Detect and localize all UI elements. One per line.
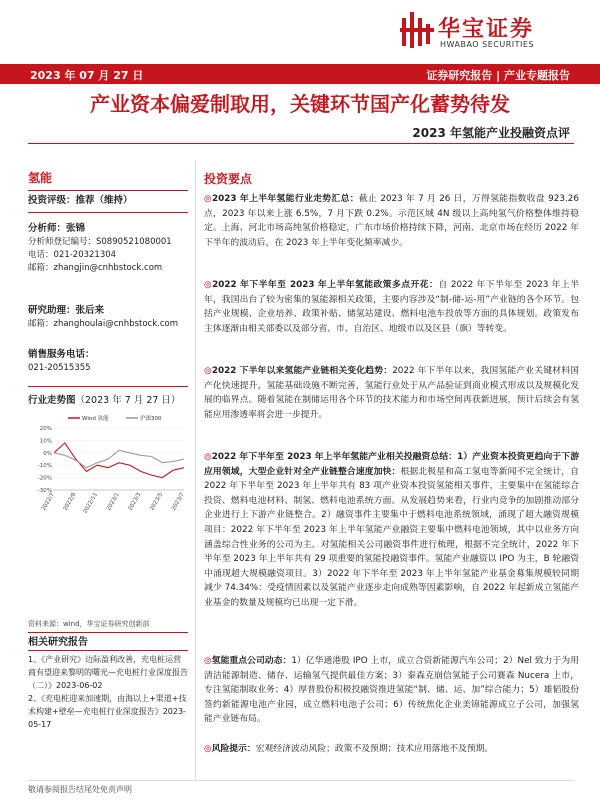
hwabao-logo-icon	[400, 10, 434, 50]
bullet-icon: ◎	[204, 452, 212, 462]
paragraph-lead: 2022 下半年以来氢能产业链相关变化趋势：	[211, 366, 393, 376]
highlight-paragraph	[204, 364, 579, 422]
paragraph-text: 2022 年下半年以来，我国氢能产业关键材料国产化快速提升，氢能基础设施不断完善，氢能行业处于从产品验证到商业模式形成以及规模化发展的临界点。随着氢能在制储运用各个环节的技术能力和市场空间再获新进展，预计后续会有氢能应用渗透率将会进一步提升。	[204, 366, 579, 420]
chart-date: （2023 年 7 月 27 日）	[75, 395, 181, 406]
y-tick-label: 0%	[43, 450, 52, 457]
sales-phone: 021-20515355	[28, 363, 91, 373]
report-title: 产业资本偏爱制取用，关键环节国产化蓄势待发	[90, 92, 510, 116]
chart-title	[28, 394, 180, 407]
paragraph-lead: 氢能重点公司动态：	[211, 656, 292, 666]
analyst-block	[28, 222, 188, 275]
sales-block	[28, 348, 188, 375]
analyst-name: 分析师：张锦	[28, 223, 86, 234]
y-tick-label: -20%	[37, 475, 52, 482]
paragraph-text: 宏观经济波动风险；政策不及预期；技术应用落地不及预期。	[255, 744, 494, 754]
bullet-icon: ◎	[204, 194, 213, 204]
footer-divider	[28, 780, 574, 781]
divider	[28, 632, 188, 633]
report-subtitle: 2023 年氢能产业投融资点评	[412, 126, 570, 140]
investment-highlights	[204, 170, 579, 754]
sector-name: 氢能	[28, 171, 53, 185]
bullet-icon: ◎	[204, 656, 212, 666]
x-tick-label: 2022/11	[82, 492, 100, 515]
investment-rating: 投资评级：推荐（维持）	[28, 195, 133, 206]
series-line-0	[54, 443, 184, 478]
assistant-email[interactable]: 邮箱：zhanghoulai@cnhbstock.com	[28, 319, 179, 329]
paragraph-text: 根据北极星和高工氢电等新闻不完全统计，自 2022 年下半年至 2023 年上半年共有 83 项产业资本投资氢能相关事件，主要集中在氢能综合投资、燃料电池材料、制氢、燃料电池系统方面。从发展趋势来看，行业内竞争的加剧推动部分企业进行上下游产业链整合。2）融资事件主要集中于燃料电池系统领域，涌现了超大融资规模项目：2022 年下半年至 2023 年上半年氢能产业融资主要集中燃料电池领域，其中以业务方向涵盖综合性业务的公司为主。对氢能相关公司融资事件进行梳理，根据不完全统计，2022 年下半年至 2023 年上半年共有 29 项重要的氢能投融资事件。氢能产业融资以 IPO 为主，B 轮融资中涌现超大规模融资项目。3）2022 年下半年至 2023 年上半年氢能产业基金募集规模较同期减少 74.34%：受疫情因素以及氢能产业逐步走向成熟等因素影响，自 2022 年起新成立氢能产业基金的数量及规模均已出现一定下滑。	[204, 466, 579, 608]
paragraph-text: 截止 2023 年 7 月 26 日，万得氢能指数收盘 923.26 点，2023 年以来上涨 6.5%，7 月下跌 0.2%。示范区域 4N 级以上高纯氢气价格整体维持稳定。上海、河北市场高纯氢价格稳定，广东市场价格持续下降，河南、北京市场在经历 2022 年下半年的波动后，在 2023 年上半年变化频率减少。	[204, 194, 579, 248]
paragraph-lead: 2022 年下半年至 2023 年上半年氢能产业相关投融资总结：1）产业资本投资更趋向于下游应用领域，大型企业针对全产业链整合速度加快：	[204, 452, 579, 477]
report-date: 2023 年 07 月 27 日	[30, 69, 144, 82]
x-tick-label: 2023/1	[105, 492, 121, 512]
paragraph-lead: 风险提示：	[211, 744, 256, 754]
logo-chinese-name: 华宝证券	[438, 17, 535, 42]
x-tick-label: 2023/3	[127, 492, 143, 512]
analyst-phone: 电话：021-20321304	[28, 250, 117, 260]
bullet-icon: ◎	[204, 280, 213, 290]
title-divider	[28, 143, 574, 144]
x-tick-label: 2022/9	[62, 492, 78, 512]
legend-label: Wind 氢能	[82, 416, 109, 422]
logo-english-name: HWABAO SECURITIES	[440, 40, 534, 49]
footer-disclaimer: 敬请参阅报告结尾处免责声明	[28, 785, 132, 794]
related-reports-list	[28, 653, 188, 731]
highlight-paragraph	[204, 278, 579, 336]
bullet-icon: ◎	[204, 744, 212, 754]
bullet-icon: ◎	[204, 366, 212, 376]
paragraph-lead: 2023 年上半年氢能行业走势汇总：	[212, 194, 359, 204]
header-bar	[0, 64, 600, 84]
x-tick-label: 2022/7	[40, 492, 56, 512]
y-tick-label: 20%	[39, 426, 52, 432]
report-category: 证券研究报告 | 产业专题报告	[426, 69, 570, 82]
paragraph-text: 1）亿华通港股 IPO 上市，成立合资新能源汽车公司；2）Nel 致力于为用清洁能源制造、储存、运输氢气提供最佳方案；3）秦森克崩信氢能子公司赛森 Nucera 上市，专注氢能制取业务；4）厚普股份积极投融资推进氢能“制、储、运、加”综合能力；5）雄韬股份签约新能源电池产业园，成立燃料电池子公司；6）传统焦化企业美锦能源成立子公司，加强氢能产业链布局。	[204, 656, 579, 725]
related-report-item[interactable]: 1、《产业研究》边际盈利改善，充电桩运营商有望迎来黎明的曙光—充电桩行业深度报告（二）》2023-06-02	[28, 655, 188, 690]
y-tick-label: 10%	[39, 438, 52, 445]
industry-trend-chart	[28, 412, 188, 522]
y-tick-label: -30%	[37, 488, 52, 494]
highlights-heading: 投资要点	[204, 172, 253, 186]
divider	[28, 650, 188, 651]
divider	[28, 386, 188, 387]
assistant-block	[28, 304, 188, 331]
chart-source: 资料来源：wind，华宝证券研究创新部	[28, 620, 150, 628]
divider	[28, 190, 188, 191]
highlight-paragraph	[204, 450, 579, 611]
paragraph-lead: 2022 年下半年至 2023 年上半年氢能政策多点开花：	[212, 280, 439, 290]
highlight-paragraph	[204, 192, 579, 250]
highlight-paragraph	[204, 742, 579, 757]
related-report-item[interactable]: 2、《充电桩迎来加速期，由海以上+渠道+技术构建+壁垒—充电桩行业深度报告》2023-05-17	[28, 694, 187, 729]
legend-label: 沪深300	[140, 416, 162, 422]
company-logo	[400, 10, 590, 52]
analyst-cert: 分析师登记编号：S0890521080001	[28, 237, 172, 247]
divider	[28, 212, 188, 213]
assistant-name: 研究助理：张后来	[28, 305, 105, 316]
x-tick-label: 2023/7	[170, 492, 186, 512]
related-reports-title: 相关研究报告	[28, 637, 88, 648]
x-tick-label: 2023/5	[149, 492, 165, 512]
chart-title-text: 行业走势图	[28, 395, 76, 406]
y-tick-label: -10%	[37, 463, 52, 470]
paragraph-text: 自 2022 年下半年至 2023 年上半年，我国出台了较为密集的氢能源相关政策，主要内容涉及“制-储-运-用”产业链的各个环节。包括产业规模、企业培养、政策补贴、储氢站建设、燃料电池车投放等方面的具体规划。政策发布主体逐渐由相关部委以及部分省、市、自治区、地级市以及区县（旗）等转变。	[204, 280, 579, 334]
column-separator	[195, 160, 196, 780]
sales-label: 销售服务电话：	[28, 349, 95, 360]
analyst-email[interactable]: 邮箱：zhangjin@cnhbstock.com	[28, 263, 163, 273]
highlight-paragraph	[204, 654, 579, 727]
